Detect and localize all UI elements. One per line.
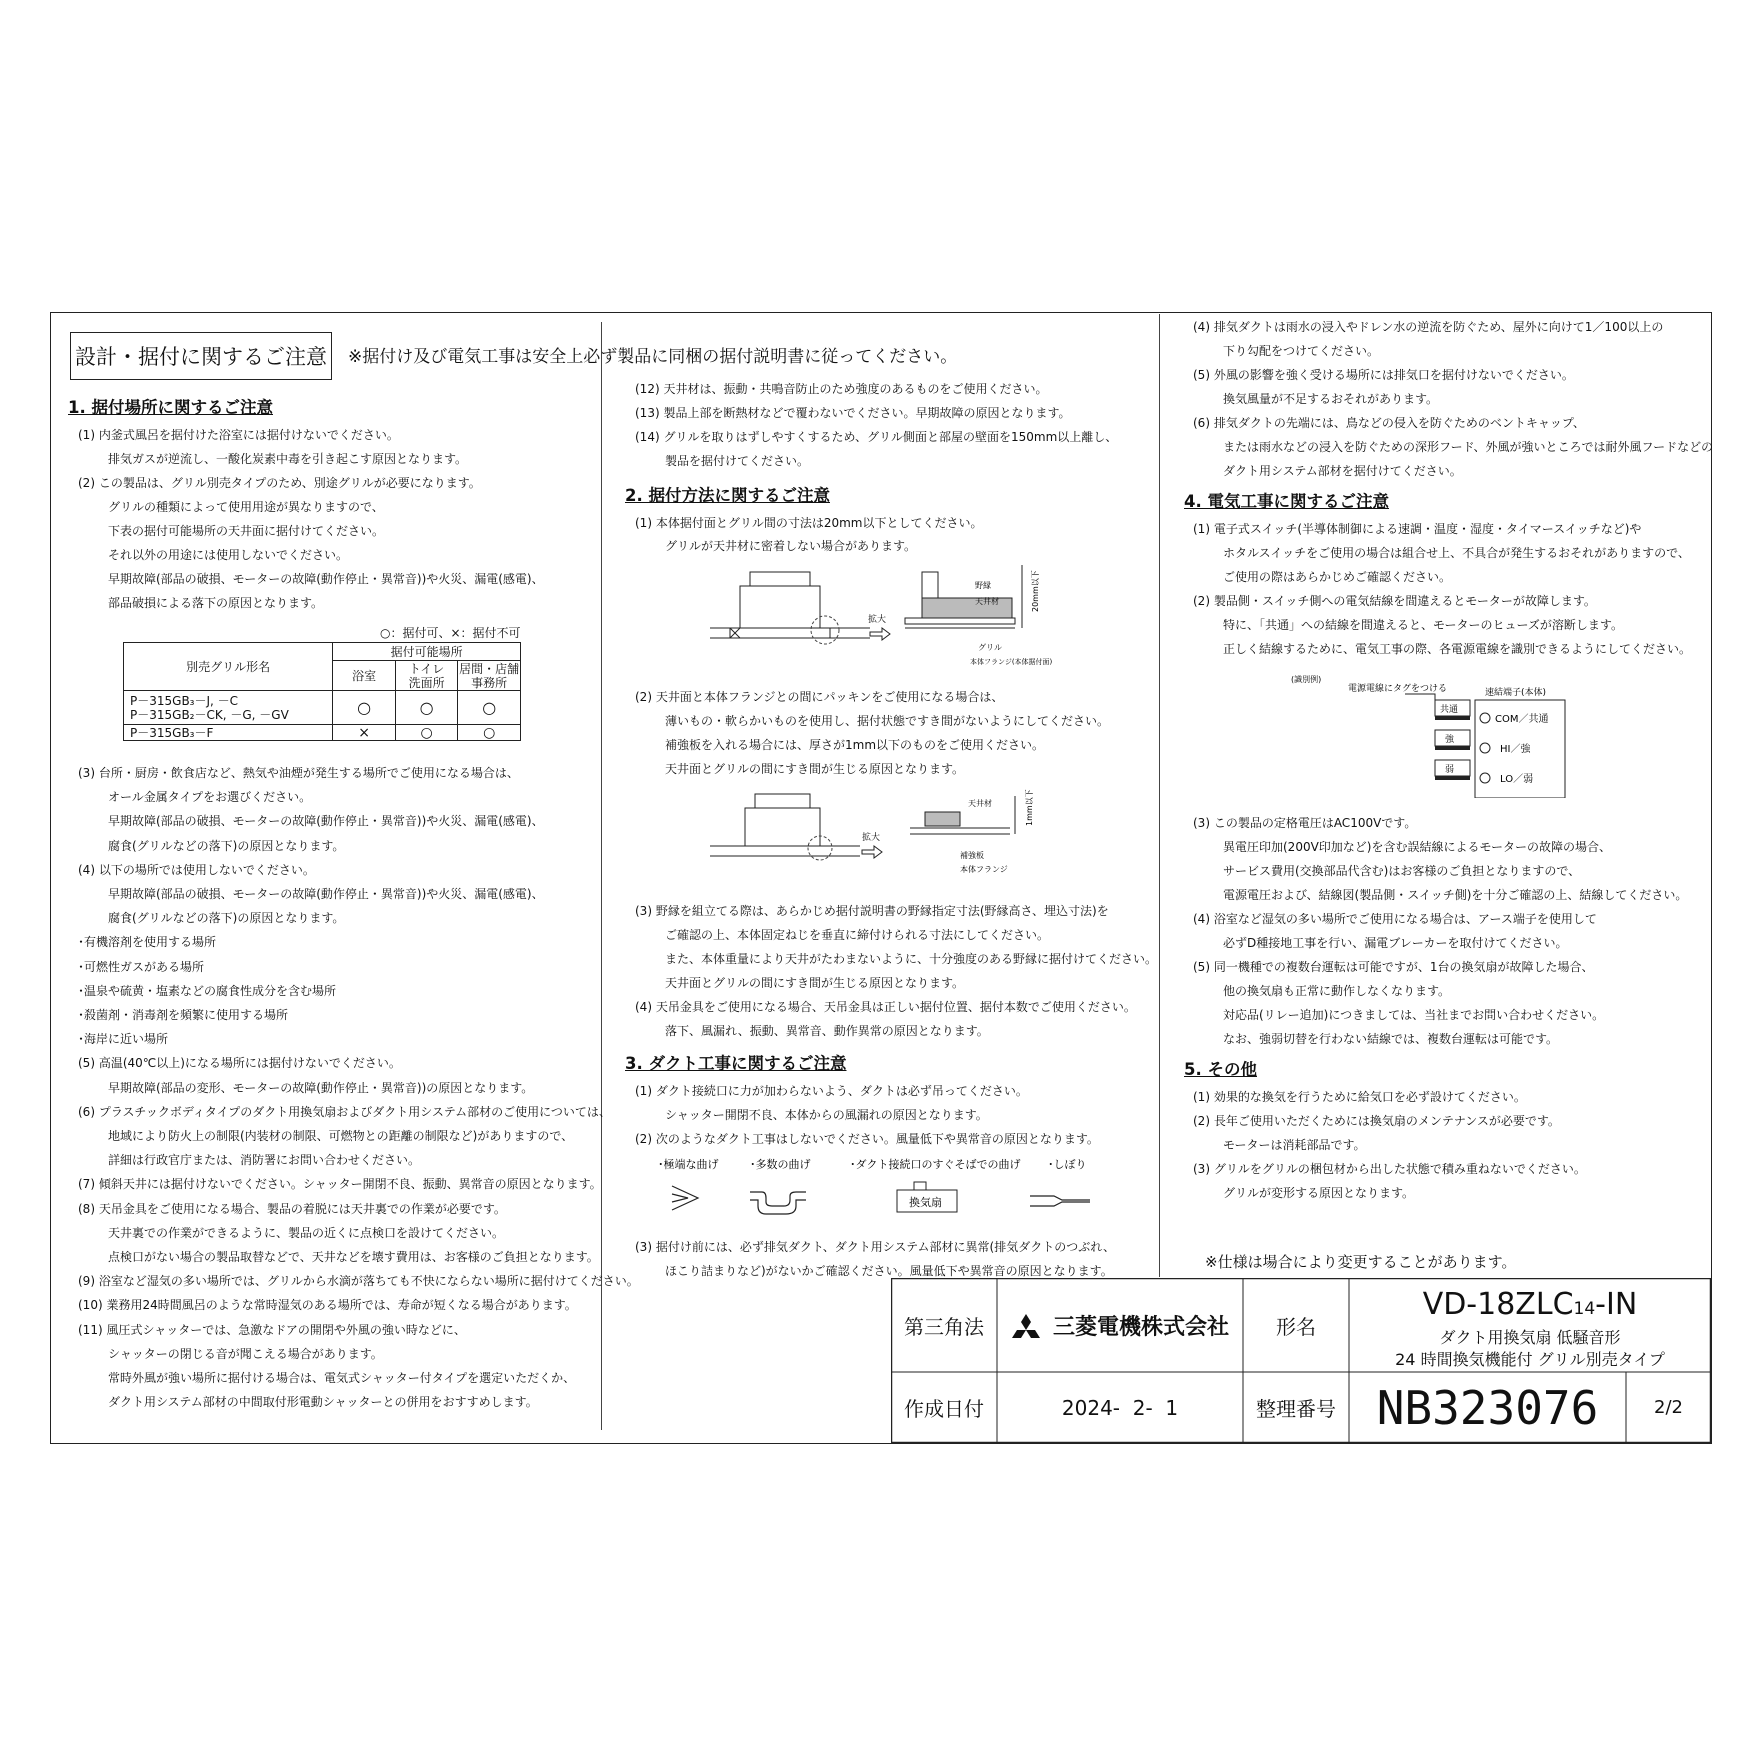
bend-near-outlet-label: ･ダクト接続口のすぐそばでの曲げ bbox=[850, 1158, 1021, 1171]
text-line: (3) 据付け前には、必ず排気ダクト、ダクト用システム部材に異常(排気ダクトのつぶれ、 bbox=[635, 1240, 1115, 1254]
wiring-diagram bbox=[1285, 672, 1605, 801]
text-line: (4) 浴室など湿気の多い場所でご使用になる場合は、アース端子を使用して bbox=[1193, 912, 1597, 926]
flange-label: 本体フランジ bbox=[960, 865, 1008, 874]
wire-tag-common: 共通 bbox=[1440, 705, 1459, 715]
text-line: ･海岸に近い場所 bbox=[78, 1032, 169, 1047]
text-line: (3) この製品の定格電圧はAC100Vです。 bbox=[1193, 816, 1417, 830]
terminal-com: COM／共通 bbox=[1495, 714, 1549, 725]
text-line: サービス費用(交換部品代含む)はお客様のご負担となりますので、 bbox=[1223, 864, 1581, 878]
text-line: (2) 次のようなダクト工事はしないでください。風量低下や異常音の原因となります。 bbox=[635, 1132, 1099, 1146]
reinforcement-label: 補強板 bbox=[960, 851, 984, 860]
text-line: (1) ダクト接続口に力が加わらないよう、ダクトは必ず吊ってください。 bbox=[635, 1084, 1028, 1098]
spec-change-note: ※仕様は場合により変更することがあります。 bbox=[1205, 1253, 1517, 1271]
text-line: 下り勾配をつけてください。 bbox=[1223, 344, 1380, 358]
table-cell-toilet: ○ bbox=[395, 691, 458, 725]
title-block bbox=[891, 1278, 1711, 1443]
page-title: 設計・据付に関するご注意 bbox=[70, 332, 332, 380]
text-line: ･殺菌剤・消毒剤を頻繁に使用する場所 bbox=[78, 1008, 289, 1022]
install-figure-1 bbox=[710, 560, 1070, 683]
text-line: 早期故障(部品の破損、モーターの故障(動作停止・異常音))や火災、漏電(感電)、 bbox=[108, 572, 544, 586]
text-line: それ以外の用途には使用しないでください。 bbox=[108, 548, 349, 562]
text-line: (1) 電子式スイッチ(半導体制御による速調・温度・湿度・タイマースイッチなど)や bbox=[1193, 522, 1642, 536]
enlarge-label: 拡大 bbox=[868, 615, 887, 625]
table-cell-office: ○ bbox=[458, 725, 521, 741]
text-line: 必ずD種接地工事を行い、漏電ブレーカーを取付けてください。 bbox=[1223, 936, 1568, 950]
number-label: 整理番号 bbox=[1256, 1397, 1336, 1421]
text-line: (8) 天吊金具をご使用になる場合、製品の着脱には天井裏での作業が必要です。 bbox=[78, 1201, 506, 1216]
text-line: 早期故障(部品の変形、モーターの故障(動作停止・異常音))の原因となります。 bbox=[108, 1080, 534, 1095]
text-line: (2) 長年ご使用いただくためには換気扇のメンテナンスが必要です。 bbox=[1193, 1114, 1560, 1128]
text-line: (4) 天吊金具をご使用になる場合、天吊金具は正しい据付位置、据付本数でご使用ください。 bbox=[635, 1000, 1136, 1014]
text-line: (5) 外風の影響を強く受ける場所には排気口を据付けないでください。 bbox=[1193, 368, 1574, 382]
enlarge-label: 拡大 bbox=[862, 833, 881, 843]
table-cell-model: P－315GB₃－J, －C P－315GB₂－CK, －G, －GV bbox=[124, 691, 333, 725]
wire-tag-strong: 強 bbox=[1445, 735, 1455, 745]
text-line: (6) プラスチックボディタイプのダクト用換気扇およびダクト用システム部材のご使用については、 bbox=[78, 1104, 611, 1119]
duct-examples-figure bbox=[650, 1158, 1110, 1221]
section-heading-1: 1. 据付場所に関するご注意 bbox=[68, 398, 273, 417]
text-line: (12) 天井材は、振動・共鳴音防止のため強度のあるものをご使用ください。 bbox=[635, 382, 1048, 396]
text-line: (4) 排気ダクトは雨水の浸入やドレン水の逆流を防ぐため、屋外に向けて1／100以上の bbox=[1193, 320, 1664, 334]
table-header-bath: 浴室 bbox=[333, 661, 396, 691]
text-line: グリルの種類によって使用用途が異なりますので、 bbox=[108, 500, 384, 514]
grille-table bbox=[123, 642, 521, 741]
ceiling-label: 天井材 bbox=[968, 799, 992, 808]
text-line: ダクト用システム部材を据付けてください。 bbox=[1223, 464, 1462, 478]
text-line: 天井面とグリルの間にすき間が生じる原因となります。 bbox=[665, 762, 965, 776]
text-line: (1) 本体据付面とグリル間の寸法は20mm以下としてください。 bbox=[635, 516, 983, 530]
text-line: (4) 以下の場所では使用しないでください。 bbox=[78, 862, 315, 877]
table-cell-toilet: ○ bbox=[395, 725, 458, 741]
constriction-label: ･しぼり bbox=[1048, 1158, 1087, 1171]
text-line: (3) グリルをグリルの梱包材から出した状態で積み重ねないでください。 bbox=[1193, 1162, 1586, 1176]
text-line: ･可燃性ガスがある場所 bbox=[78, 959, 205, 974]
table-cell-bath: ○ bbox=[333, 691, 396, 725]
table-header-office: 居間・店舗 事務所 bbox=[459, 661, 520, 690]
section-heading-4: 4. 電気工事に関するご注意 bbox=[1184, 492, 1389, 511]
text-line: (3) 野縁を組立てる際は、あらかじめ据付説明書の野縁指定寸法(野縁高さ、埋込寸法)を bbox=[635, 904, 1109, 918]
text-line: ･温泉や硫黄・塩素などの腐食性成分を含む場所 bbox=[78, 983, 337, 998]
text-line: 製品を据付けてください。 bbox=[665, 454, 810, 468]
section-heading-5: 5. その他 bbox=[1184, 1060, 1257, 1079]
text-line: (13) 製品上部を断熱材などで覆わないでください。早期故障の原因となります。 bbox=[635, 406, 1071, 420]
dimension-label: 1mm以下 bbox=[1025, 789, 1034, 826]
text-line: シャッターの閉じる音が聞こえる場合があります。 bbox=[108, 1346, 383, 1361]
text-line: (9) 浴室など湿気の多い場所では、グリルから水滴が落ちても不快にならない場所に据付けてください。 bbox=[78, 1274, 639, 1289]
example-label: (識別例) bbox=[1291, 675, 1322, 684]
page-number: 2/2 bbox=[1654, 1397, 1683, 1418]
wire-tag-weak: 弱 bbox=[1445, 765, 1455, 775]
dimension-label: 20mm以下 bbox=[1031, 570, 1040, 612]
text-line: 薄いもの・軟らかいものを使用し、据付状態ですき間がないようにしてください。 bbox=[665, 714, 1110, 728]
flange-label: 本体フランジ(本体据付面) bbox=[970, 658, 1053, 666]
text-line: ダクト用システム部材の中間取付形電動シャッターとの併用をおすすめします。 bbox=[108, 1395, 538, 1410]
text-line: (1) 内釜式風呂を据付けた浴室には据付けないでください。 bbox=[78, 428, 399, 442]
table-cell-bath: × bbox=[333, 725, 396, 741]
text-line: ･有機溶剤を使用する場所 bbox=[78, 935, 217, 950]
text-line: モーターは消耗部品です。 bbox=[1223, 1138, 1366, 1152]
text-line: 下表の据付可能場所の天井面に据付けてください。 bbox=[108, 524, 385, 538]
grille-label: グリル bbox=[978, 643, 1002, 652]
text-line: (2) 製品側・スイッチ側への電気結線を間違えるとモーターが故障します。 bbox=[1193, 594, 1596, 608]
text-line: または雨水などの浸入を防ぐための深形フード、外風が強いところでは耐外風フードなどの bbox=[1223, 440, 1714, 454]
text-line: 排気ガスが逆流し、一酸化炭素中毒を引き起こす原因となります。 bbox=[108, 452, 468, 466]
company-name: 三菱電機株式会社 bbox=[1052, 1314, 1229, 1340]
text-line: (7) 傾斜天井には据付けないでください。シャッター開閉不良、振動、異常音の原因となります。 bbox=[78, 1177, 602, 1192]
text-line: 電源電圧および、結線図(製品側・スイッチ側)を十分ご確認の上、結線してください。 bbox=[1223, 888, 1688, 902]
model-label: 形名 bbox=[1276, 1314, 1316, 1339]
text-line: (1) 効果的な換気を行うために給気口を必ず設けてください。 bbox=[1193, 1090, 1526, 1104]
column-divider-2 bbox=[1159, 314, 1160, 1277]
text-line: 地域により防火上の制限(内装材の制限、可燃物との距離の制限など)がありますので、 bbox=[108, 1129, 574, 1143]
table-header-toilet: トイレ 洗面所 bbox=[395, 661, 458, 691]
text-line: (2) 天井面と本体フランジとの間にパッキンをご使用になる場合は、 bbox=[635, 690, 1004, 704]
text-line: 特に、「共通」への結線を間違えると、モーターのヒューズが溶断します。 bbox=[1223, 618, 1623, 632]
text-line: 詳細は行政官庁または、消防署にお問い合わせください。 bbox=[108, 1153, 421, 1168]
safety-note: ※据付け及び電気工事は安全上必ず製品に同梱の据付説明書に従ってください。 bbox=[348, 347, 958, 367]
text-line: 腐食(グリルなどの落下)の原因となります。 bbox=[108, 838, 345, 853]
text-line: 他の換気扇も正常に動作しなくなります。 bbox=[1223, 984, 1451, 998]
model-description: ダクト用換気扇 低騒音形 bbox=[1439, 1327, 1621, 1347]
text-line: 常時外風が強い場所に据付ける場合は、電気式シャッター付タイプを選定いただくか、 bbox=[108, 1371, 576, 1385]
text-line: また、本体重量により天井がたわまないように、十分強度のある野縁に据付けてください。 bbox=[665, 952, 1158, 966]
model-number: VD-18ZLC 14 -IN bbox=[1422, 1286, 1638, 1322]
section-heading-2: 2. 据付方法に関するご注意 bbox=[625, 486, 830, 505]
column-divider-1 bbox=[601, 322, 602, 1430]
text-line: 部品破損による落下の原因となります。 bbox=[108, 596, 324, 610]
projection-label: 第三角法 bbox=[904, 1314, 984, 1339]
table-cell-office: ○ bbox=[458, 691, 521, 725]
nobuchi-label: 野縁 bbox=[975, 581, 991, 590]
text-line: シャッター開閉不良、本体からの風漏れの原因となります。 bbox=[665, 1108, 988, 1122]
text-line: (11) 風圧式シャッターでは、急激なドアの開閉や外風の強い時などに、 bbox=[78, 1322, 466, 1337]
terminal-lo: LO／弱 bbox=[1500, 774, 1534, 785]
model-description: 24 時間換気機能付 グリル別売タイプ bbox=[1395, 1349, 1665, 1369]
ceiling-label: 天井材 bbox=[975, 597, 999, 606]
install-figure-2 bbox=[710, 786, 1050, 889]
text-line: なお、強弱切替を行わない結線では、複数台運転は可能です。 bbox=[1223, 1032, 1559, 1046]
text-line: 正しく結線するために、電気工事の際、各電源電線を識別できるようにしてください。 bbox=[1223, 642, 1692, 656]
text-line: 早期故障(部品の破損、モーターの故障(動作停止・異常音))や火災、漏電(感電)、 bbox=[108, 814, 544, 829]
text-line: (5) 同一機種での複数台運転は可能ですが、1台の換気扇が故障した場合、 bbox=[1193, 960, 1594, 974]
text-line: ホタルスイッチをご使用の場合は組合せ上、不具合が発生するおそれがありますので、 bbox=[1223, 546, 1690, 560]
creation-date: 2024- 2- 1 bbox=[1061, 1395, 1179, 1420]
text-line: 点検口がない場合の製品取替などで、天井などを壊す費用は、お客様のご負担となります。 bbox=[108, 1250, 599, 1264]
text-line: ご使用の際はあらかじめご確認ください。 bbox=[1223, 570, 1452, 584]
text-line: グリルが天井材に密着しない場合があります。 bbox=[665, 539, 917, 553]
date-label: 作成日付 bbox=[904, 1397, 984, 1421]
extreme-bend-label: ･極端な曲げ bbox=[658, 1158, 719, 1171]
table-legend: ○：据付可、×：据付不可 bbox=[380, 626, 521, 640]
text-line: 異電圧印加(200V印加など)を含む誤結線によるモーターの故障の場合、 bbox=[1223, 840, 1611, 854]
text-line: 早期故障(部品の破損、モーターの故障(動作停止・異常音))や火災、漏電(感電)、 bbox=[108, 887, 544, 901]
text-line: 換気風量が不足するおそれがあります。 bbox=[1223, 392, 1439, 406]
tag-label: 電源電線にタグをつける bbox=[1348, 684, 1448, 694]
table-cell-model: P－315GB₃－F bbox=[124, 725, 333, 741]
text-line: (10) 業務用24時間風呂のような常時湿気のある場所では、寿命が短くなる場合があります。 bbox=[78, 1298, 577, 1313]
fan-label: 換気扇 bbox=[909, 1196, 942, 1209]
text-line: (14) グリルを取りはずしやすくするため、グリル側面と部屋の壁面を150mm以上離し、 bbox=[635, 430, 1118, 444]
text-line: ご確認の上、本体固定ねじを垂直に締付けられる寸法にしてください。 bbox=[665, 928, 1050, 942]
text-line: グリルが変形する原因となります。 bbox=[1223, 1186, 1415, 1200]
text-line: (3) 台所・厨房・飲食店など、熱気や油煙が発生する場所でご使用になる場合は、 bbox=[78, 766, 519, 780]
text-line: ほこり詰まりなど)がないかご確認ください。風量低下や異常音の原因となります。 bbox=[665, 1264, 1113, 1278]
terminal-label: 速結端子(本体) bbox=[1485, 688, 1547, 698]
text-line: (6) 排気ダクトの先端には、鳥などの侵入を防ぐためのベントキャップ、 bbox=[1193, 416, 1585, 430]
section-heading-3: 3. ダクト工事に関するご注意 bbox=[625, 1054, 847, 1073]
table-header-model: 別売グリル形名 bbox=[124, 643, 333, 691]
text-line: 天井裏での作業ができるように、製品の近くに点検口を設けてください。 bbox=[108, 1225, 505, 1240]
text-line: 対応品(リレー追加)につきましては、当社までお問い合わせください。 bbox=[1223, 1008, 1605, 1022]
text-line: オール金属タイプをお選びください。 bbox=[108, 790, 312, 805]
table-header-group: 据付可能場所 bbox=[333, 643, 521, 661]
text-line: 天井面とグリルの間にすき間が生じる原因となります。 bbox=[665, 976, 965, 990]
text-line: 補強板を入れる場合には、厚さが1mm以下のものをご使用ください。 bbox=[665, 738, 1045, 752]
multiple-bends-label: ･多数の曲げ bbox=[750, 1158, 811, 1171]
document-number: NB323076 bbox=[1376, 1380, 1599, 1435]
text-line: 腐食(グリルなどの落下)の原因となります。 bbox=[108, 911, 345, 926]
terminal-hi: HI／強 bbox=[1500, 744, 1531, 755]
mitsubishi-logo bbox=[1012, 1314, 1040, 1338]
text-line: 落下、風漏れ、振動、異常音、動作異常の原因となります。 bbox=[665, 1024, 989, 1038]
text-line: (2) この製品は、グリル別売タイプのため、別途グリルが必要になります。 bbox=[78, 476, 481, 490]
text-line: (5) 高温(40℃以上)になる場所には据付けないでください。 bbox=[78, 1056, 401, 1071]
